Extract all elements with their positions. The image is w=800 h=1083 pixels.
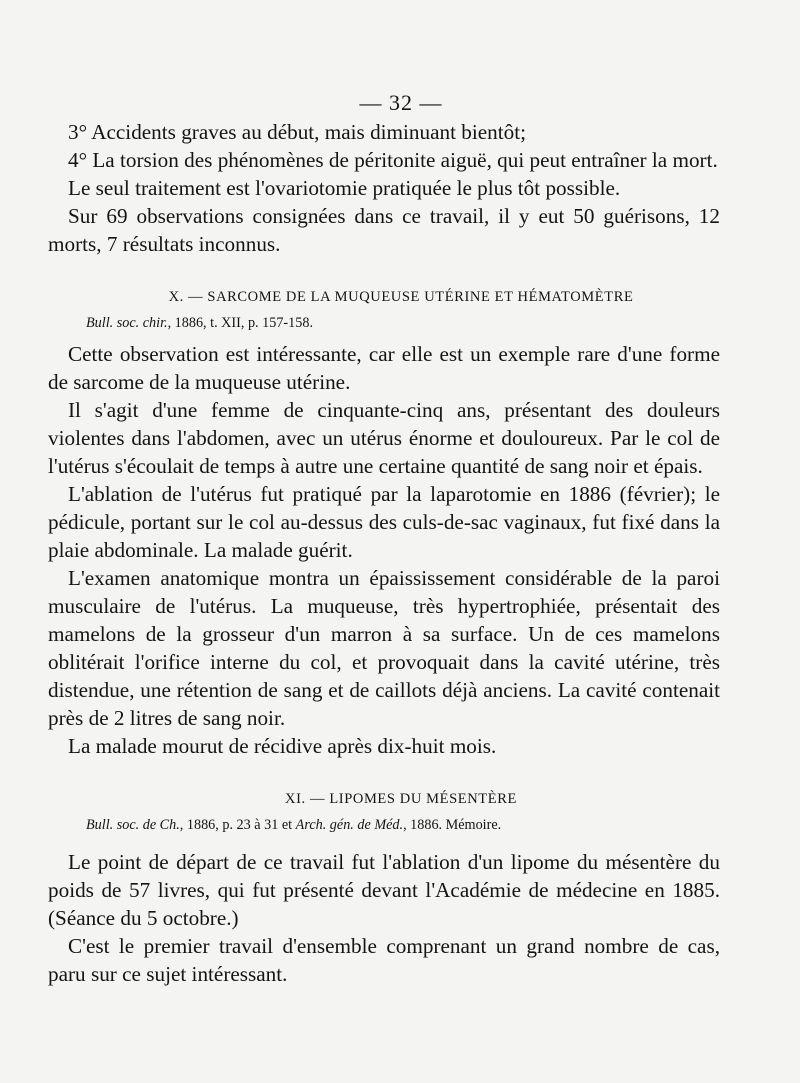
section-x-title: X. — SARCOME DE LA MUQUEUSE UTÉRINE ET HÉMATOMÈTRE: [168, 289, 634, 305]
section-x-paragraph: La malade mourut de récidive après dix-huit mois.: [68, 734, 497, 758]
section-xi-ref-journal-1: Bull. soc. de Ch.: [86, 817, 180, 833]
intro-statistics: Sur 69 observations consignées dans ce travail, il y eut 50 guérisons, 12 morts, 7 résultats inconnus.: [48, 204, 720, 256]
section-x-ref-details: , 1886, t. XII, p. 157-158.: [167, 315, 313, 331]
section-xi-ref-mid: , 1886, p. 23 à 31 et: [179, 817, 296, 833]
section-xi-title: XI. — LIPOMES DU MÉSENTÈRE: [285, 791, 517, 807]
section-xi-paragraph: Le point de départ de ce travail fut l'ablation d'un lipome du mésentère du poids de 57 livres, qui fut présenté devant l'Académie de médecine en 1885. (Séance du 5 octobre.): [48, 850, 720, 930]
intro-line-4: 4° La torsion des phénomènes de péritonite aiguë, qui peut entraîner la mort.: [68, 148, 718, 172]
section-xi-ref-journal-2: Arch. gén. de Méd.: [295, 817, 404, 833]
section-x-ref-journal: Bull. soc. chir.: [86, 315, 168, 331]
section-xi-reference: [48, 814, 720, 842]
intro-line-3: 3° Accidents graves au début, mais diminuant bientôt;: [68, 120, 527, 144]
section-x-paragraph: Cette observation est intéressante, car elle est un exemple rare d'une forme de sarcome de la muqueuse utérine.: [48, 342, 720, 394]
section-x-reference: [48, 312, 720, 340]
intro-treatment: Le seul traitement est l'ovariotomie pratiquée le plus tôt possible.: [68, 176, 621, 200]
section-x-paragraph: L'examen anatomique montra un épaississement considérable de la paroi musculaire de l'utérus. La muqueuse, très hypertrophiée, présentait des mamelons de la grosseur d'un marron à sa surface. Un de ces mamelons oblitérait l'orifice interne du col, et provoquait dans la cavité utérine, très distendue, une rétention de sang et de caillots déjà anciens. La cavité contenait près de 2 litres de sang noir.: [48, 566, 720, 730]
section-xi-ref-end: , 1886. Mémoire.: [403, 817, 502, 833]
section-x-paragraph: Il s'agit d'une femme de cinquante-cinq ans, présentant des douleurs violentes dans l'abdomen, avec un utérus énorme et douloureux. Par le col de l'utérus s'écoulait de temps à autre une certaine quantité de sang noir et épais.: [48, 398, 720, 478]
section-xi-paragraph: C'est le premier travail d'ensemble comprenant un grand nombre de cas, paru sur ce sujet intéressant.: [48, 934, 720, 986]
section-x-paragraph: L'ablation de l'utérus fut pratiqué par la laparotomie en 1886 (février); le pédicule, portant sur le col au-dessus des culs-de-sac vaginaux, fut fixé dans la plaie abdominale. La malade guérit.: [48, 482, 720, 562]
page-number: — 32 —: [359, 90, 443, 115]
document-page: [48, 88, 720, 988]
